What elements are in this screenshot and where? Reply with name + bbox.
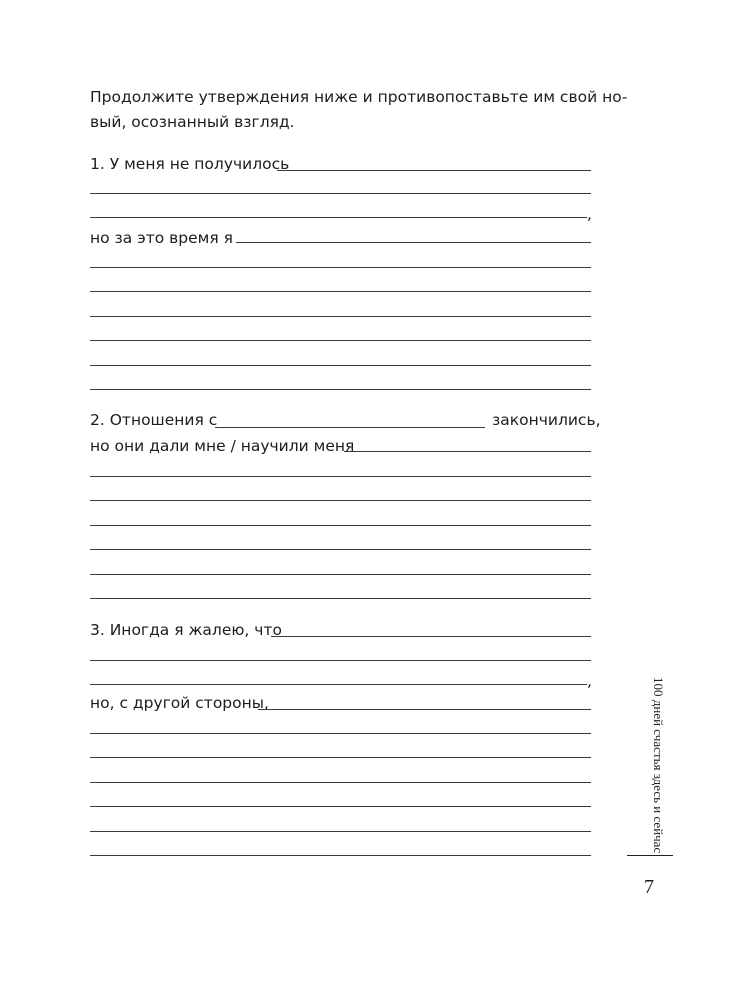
page-number: 7 — [644, 876, 654, 898]
exercise-3-continuation-line[interactable] — [258, 709, 591, 710]
exercise-2-answer-line[interactable] — [90, 500, 591, 501]
exercise-1-continuation-line[interactable] — [90, 340, 591, 341]
exercise-3-continuation-line[interactable] — [90, 733, 591, 734]
exercise-2-answer-line[interactable] — [90, 574, 591, 575]
exercise-1-answer-line[interactable] — [90, 193, 591, 194]
exercise-3-continuation-line[interactable] — [90, 782, 591, 783]
exercise-1-continuation-line[interactable] — [90, 316, 591, 317]
exercise-1-comma: , — [587, 205, 592, 223]
exercise-2-answer-line[interactable] — [90, 549, 591, 550]
exercise-1-continuation-line[interactable] — [90, 389, 591, 390]
exercise-3-continuation-line[interactable] — [90, 757, 591, 758]
instructions-line-2: вый, осознанный взгляд. — [90, 113, 295, 131]
exercise-2-answer-line[interactable] — [344, 451, 591, 452]
exercise-3-continuation: но, с другой стороны, — [90, 694, 269, 712]
exercise-3-answer-line[interactable] — [271, 636, 591, 637]
exercise-3-answer-line[interactable] — [90, 684, 587, 685]
exercise-3-answer-line[interactable] — [90, 660, 591, 661]
exercise-1-continuation-line[interactable] — [90, 291, 591, 292]
exercise-3-continuation-line[interactable] — [90, 855, 591, 856]
instructions-line-1: Продолжите утверждения ниже и противопоставьте им свой но- — [90, 88, 628, 106]
book-title: 100 дней счастья здесь и сейчас — [651, 677, 666, 854]
exercise-1-continuation-line[interactable] — [90, 365, 591, 366]
exercise-1-continuation-line[interactable] — [90, 267, 591, 268]
exercise-1-answer-line[interactable] — [90, 217, 587, 218]
exercise-1-prompt: 1. У меня не получилось — [90, 155, 290, 173]
exercise-2-answer-line[interactable] — [90, 598, 591, 599]
exercise-2-answer-line[interactable] — [90, 476, 591, 477]
exercise-1-continuation: но за это время я — [90, 229, 233, 247]
exercise-2-partner-line[interactable] — [215, 427, 485, 428]
exercise-2-prompt-start: 2. Отношения с — [90, 411, 218, 429]
exercise-3-continuation-line[interactable] — [90, 806, 591, 807]
exercise-2-prompt-end: закончились, — [492, 411, 601, 429]
exercise-2-continuation: но они дали мне / научили меня — [90, 437, 355, 455]
exercise-3-prompt: 3. Иногда я жалею, что — [90, 621, 282, 639]
exercise-3-continuation-line[interactable] — [90, 831, 591, 832]
exercise-2-answer-line[interactable] — [90, 525, 591, 526]
exercise-3-comma: , — [587, 672, 592, 690]
exercise-1-continuation-line[interactable] — [236, 242, 591, 243]
page-number-rule — [627, 855, 673, 856]
exercise-1-answer-line[interactable] — [277, 170, 591, 171]
